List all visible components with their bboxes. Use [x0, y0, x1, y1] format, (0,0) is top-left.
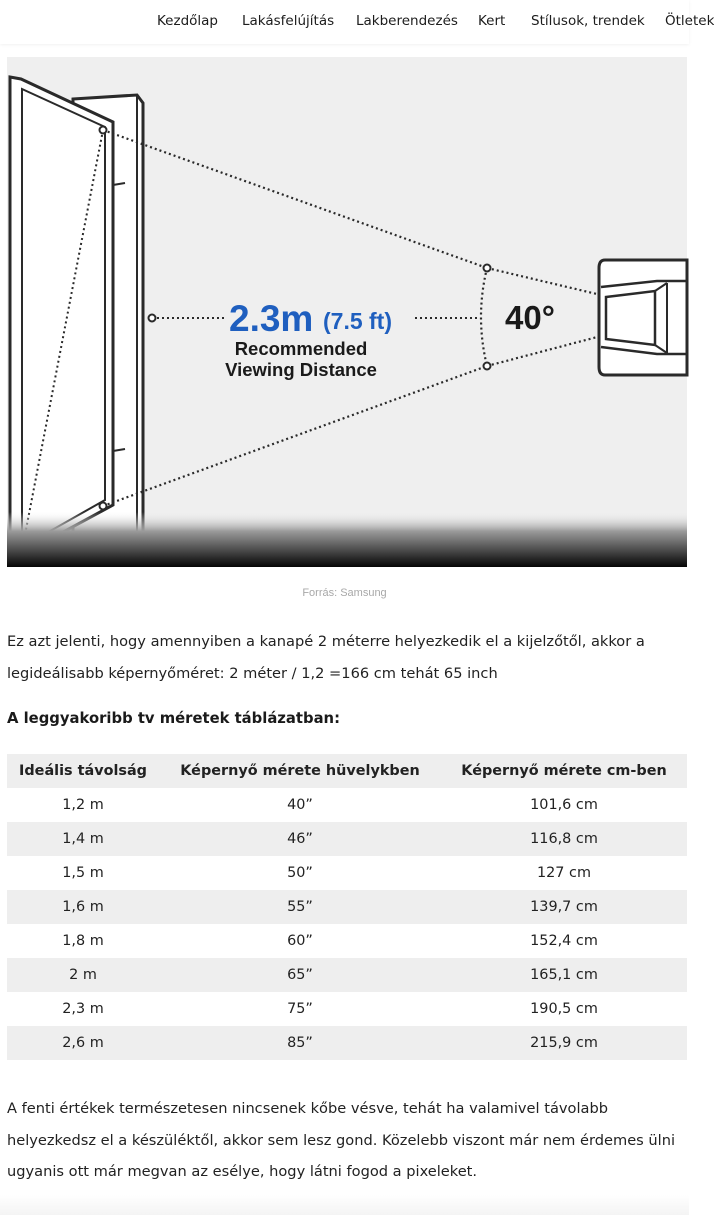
cell-inch: 75” — [287, 1001, 313, 1017]
cell-cm: 139,7 cm — [441, 890, 687, 924]
cell-distance: 1,5 m — [62, 865, 104, 881]
table-row — [7, 822, 687, 856]
cell-distance: 1,8 m — [62, 933, 104, 949]
table-row — [7, 992, 687, 1026]
cell-cm: 101,6 cm — [530, 797, 598, 813]
table-row — [7, 924, 687, 958]
cell-inch: 50” — [287, 865, 313, 881]
cell-distance: 1,6 m — [7, 890, 159, 924]
distance-value: 2.3m — [229, 298, 314, 339]
viewing-distance-diagram — [7, 57, 687, 567]
cell-inch: 40” — [287, 797, 313, 813]
marker-angle-top — [484, 265, 491, 272]
cell-inch: 85” — [159, 1026, 441, 1060]
table-row — [7, 1026, 687, 1060]
marker-top-screen — [100, 127, 107, 134]
table-header-distance: Ideális távolság — [7, 754, 159, 788]
cell-inch: 60” — [287, 933, 313, 949]
article-paragraph-1: Ez azt jelenti, hogy amennyiben a kanapé 2 méterre helyezkedik el a kijelzőtől, akkor a legideálisabb képernyőméret: 2 méter / 1,2 =166 cm tehát 65 inch — [7, 633, 645, 682]
cell-distance: 2 m — [7, 958, 159, 992]
tv-size-table — [7, 754, 687, 1060]
footer-shade — [0, 1195, 689, 1215]
nav-item-stilusok-trendek[interactable]: Stílusok, trendek — [531, 13, 645, 29]
table-header-inch: Képernyő mérete hüvelykben — [159, 754, 441, 788]
table-header-cm: Képernyő mérete cm-ben — [441, 754, 687, 788]
table-row — [7, 890, 687, 924]
cell-cm: 152,4 cm — [530, 933, 598, 949]
cell-cm: 215,9 cm — [441, 1026, 687, 1060]
viewing-angle: 40° — [505, 299, 555, 336]
tv-screen-inner — [22, 89, 105, 547]
marker-angle-bottom — [484, 363, 491, 370]
nav-item-lakberendezes[interactable]: Lakberendezés — [356, 13, 458, 29]
article-paragraph-2: A fenti értékek természetesen nincsenek kőbe vésve, tehát ha valamivel távolabb helyezkedsz el a készüléktől, akkor sem lesz gond. Közelebb viszont már nem érdemes ülni ugyanis ott már megvan az esélye, hogy látni fogod a pixeleket. — [7, 1100, 676, 1180]
table-row — [7, 788, 687, 822]
cell-distance: 1,4 m — [7, 822, 159, 856]
marker-bottom-screen — [100, 503, 107, 510]
table-heading: A leggyakoribb tv méretek táblázatban: — [7, 710, 341, 727]
cell-distance: 2,3 m — [62, 1001, 104, 1017]
cell-cm: 116,8 cm — [441, 822, 687, 856]
floor-shadow — [7, 512, 687, 567]
table-row — [7, 958, 687, 992]
marker-center — [149, 315, 156, 322]
cell-cm: 165,1 cm — [441, 958, 687, 992]
nav-item-otletek[interactable]: Ötletek — [665, 13, 714, 29]
cell-inch: 55” — [159, 890, 441, 924]
cell-distance: 2,6 m — [7, 1026, 159, 1060]
distance-label-line1: Recommended — [234, 338, 368, 359]
table-row — [7, 856, 687, 890]
cell-cm: 127 cm — [537, 865, 591, 881]
cell-inch: 65” — [159, 958, 441, 992]
nav-item-lakasfelujitas[interactable]: Lakásfelújítás — [242, 13, 335, 29]
distance-imperial: (7.5 ft) — [323, 308, 392, 334]
cell-inch: 46” — [159, 822, 441, 856]
cell-distance: 1,2 m — [62, 797, 104, 813]
viewing-distance-figure — [7, 57, 687, 567]
nav-item-kezdolap[interactable]: Kezdőlap — [157, 13, 218, 29]
distance-label-line2: Viewing Distance — [225, 359, 377, 380]
nav-item-kert[interactable]: Kert — [478, 13, 506, 29]
figure-caption: Forrás: Samsung — [302, 587, 387, 599]
top-navigation — [0, 0, 714, 44]
table-header-row — [7, 754, 687, 788]
cell-cm: 190,5 cm — [530, 1001, 598, 1017]
